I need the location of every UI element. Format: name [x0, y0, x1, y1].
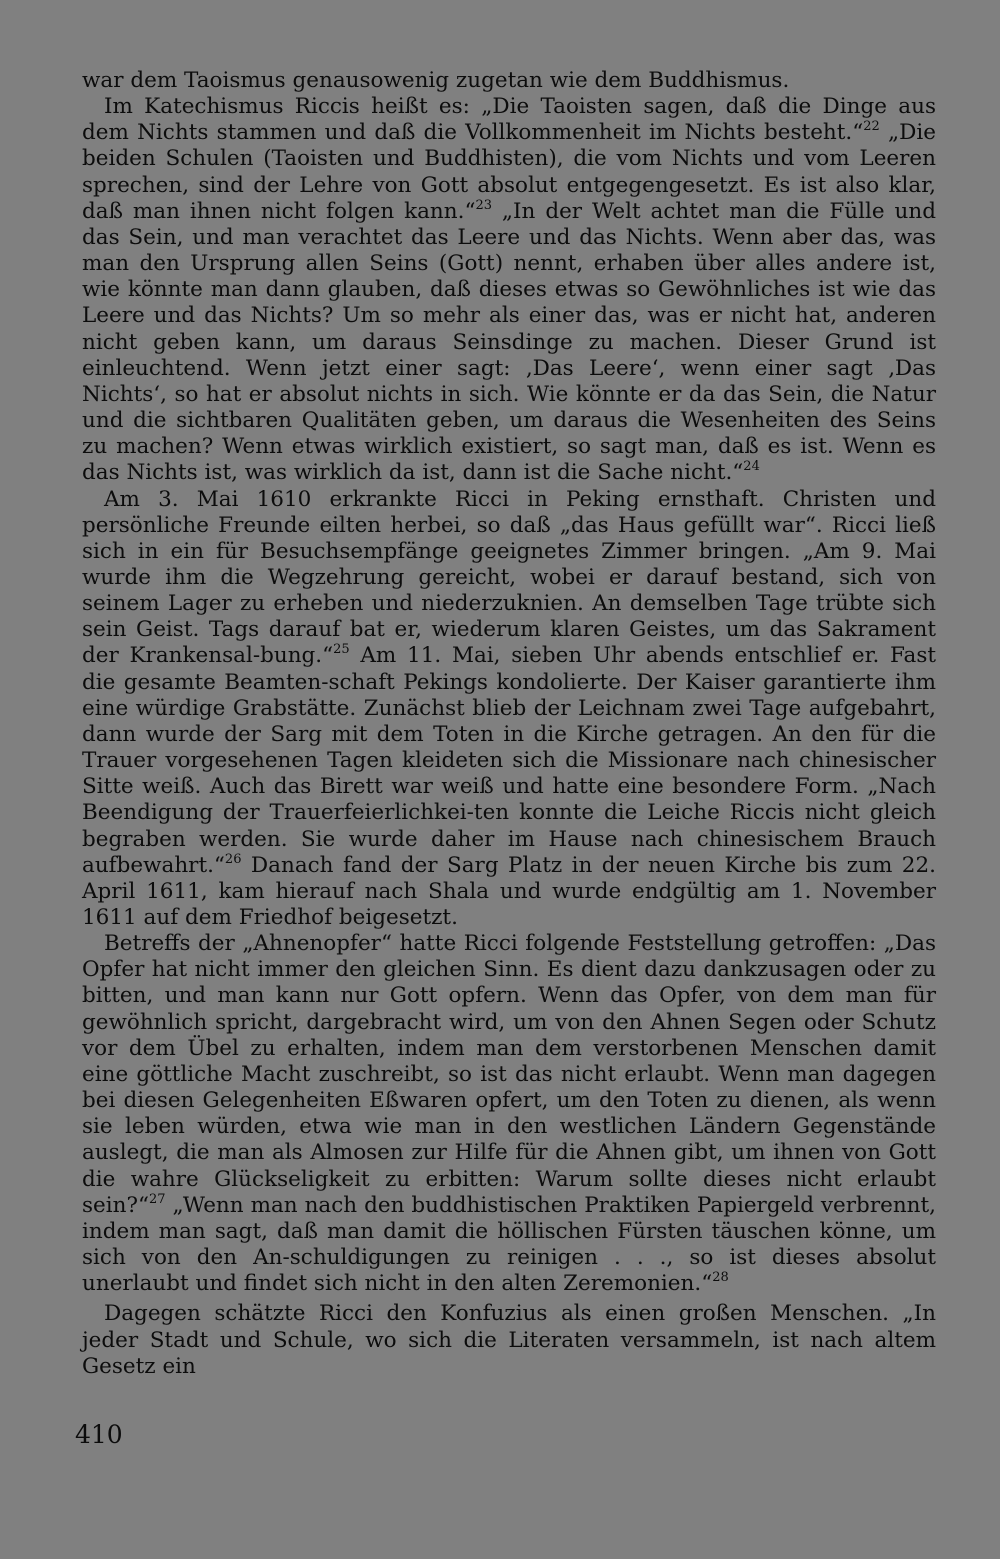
paragraph: [82, 94, 936, 486]
paragraph-text: Am 3. Mai 1610 erkrankte Ricci in Peking ernsthaft. Christen und persönliche Freunde eilten herbei, so daß „das Haus gefüllt war“. Ricci ließ sich in ein für Besuchsempfänge geeignetes Zimmer bringen. „Am 9. Mai wurde ihm die Wegzehrung gereicht, wobei er darauf bestand, sich von seinem Lager zu erheben und niederzuknien. An demselben Tage trübte sich sein Geist. Tags darauf bat er, wiederum klaren Geistes, um das Sakrament der Krankensal-bung.“: [82, 486, 936, 669]
paragraph: [82, 487, 936, 932]
paragraph-text: „In der Welt achtet man die Fülle und das Sein, und man verachtet das Leere und das Nichts. Wenn aber das, was man den Ursprung allen Seins (Gott) nennt, erhaben über alles andere ist, wie könnte man dann glauben, daß dieses etwas so Gewöhnliches ist wie das Leere und das Nichts? Um so mehr als einer das, was er nicht hat, anderen nicht geben kann, um daraus Seinsdinge zu machen. Dieser Grund ist einleuchtend. Wenn jetzt einer sagt: ‚Das Leere‘, wenn einer sagt ‚Das Nichts‘, so hat er absolut nichts in sich. Wie könnte er da das Sein, die Natur und die sichtbaren Qualitäten geben, um daraus die Wesenheiten des Seins zu machen? Wenn etwas wirklich existiert, so sagt man, daß es ist. Wenn es das Nichts ist, was wirklich da ist, dann ist die Sache nicht.“: [82, 198, 936, 486]
paragraph: [82, 68, 936, 94]
footnote-marker: 27: [149, 1191, 166, 1207]
footnote-marker: 24: [743, 459, 760, 475]
page-number: 410: [75, 1420, 123, 1449]
paragraph-text: Danach fand der Sarg Platz in der neuen Kirche bis zum 22. April 1611, kam hierauf nach Shala und wurde endgültig am 1. November 1611 auf dem Friedhof beigesetzt.: [82, 852, 936, 930]
page-body: [82, 68, 936, 1380]
footnote-marker: 26: [224, 851, 242, 867]
paragraph-text: „Wenn man nach den buddhistischen Praktiken Papiergeld verbrennt, indem man sagt, daß man damit die höllischen Fürsten täuschen könne, um sich von den An-schuldigungen zu reinigen . . ., so ist dieses absolut unerlaubt und findet sich nicht in den alten Zeremonien.“: [82, 1192, 936, 1297]
paragraph-text: war dem Taoismus genausowenig zugetan wie dem Buddhismus.: [82, 68, 790, 93]
paragraph-text: Betreffs der „Ahnenopfer“ hatte Ricci folgende Feststellung getroffen: „Das Opfer hat nicht immer den gleichen Sinn. Es dient dazu dankzusagen oder zu bitten, und man kann nur Gott opfern. Wenn das Opfer, von dem man für gewöhnlich spricht, dargebracht wird, um von den Ahnen Segen oder Schutz vor dem Übel zu erhalten, indem man dem verstorbenen Menschen damit eine göttliche Macht zuschreibt, so ist das nicht erlaubt. Wenn man dagegen bei diesen Gelegenheiten Eßwaren opfert, um den Toten zu dienen, als wenn sie leben würden, etwa wie man in den westlichen Ländern Gegenstände auslegt, die man als Almosen zur Hilfe für die Ahnen gibt, um ihnen von Gott die wahre Glückseligkeit zu erbitten: Warum sollte dieses nicht erlaubt sein?“: [82, 931, 936, 1218]
footnote-marker: 25: [333, 642, 350, 658]
footnote-marker: 22: [863, 119, 880, 135]
paragraph: [82, 1301, 936, 1379]
footnote-marker: 23: [475, 197, 492, 213]
paragraph-text: Am 11. Mai, sieben Uhr abends entschlief er. Fast die gesamte Beamten-schaft Pekings kondolierte. Der Kaiser garantierte ihm eine würdige Grabstätte. Zunächst blieb der Leichnam zwei Tage aufgebahrt, dann wurde der Sarg mit dem Toten in die Kirche getragen. An den für die Trauer vorgesehenen Tagen kleideten sich die Missionare nach chinesischer Sitte weiß. Auch das Birett war weiß und hatte eine besondere Form. „Nach Beendigung der Trauerfeierlichkei-ten konnte die Leiche Riccis nicht gleich begraben werden. Sie wurde daher im Hause nach chinesischem Brauch aufbewahrt.“: [82, 643, 936, 878]
paragraph-text: Im Katechismus Riccis heißt es: „Die Taoisten sagen, daß die Dinge aus dem Nichts stammen und daß die Vollkommenheit im Nichts besteht.“: [82, 94, 936, 146]
paragraph-text: Dagegen schätzte Ricci den Konfuzius als einen großen Menschen. „In jeder Stadt und Schule, wo sich die Literaten versammeln, ist nach altem Gesetz ein: [82, 1301, 936, 1379]
paragraph: [82, 931, 936, 1297]
footnote-marker: 28: [712, 1270, 729, 1286]
paragraph-text: „Die beiden Schulen (Taoisten und Buddhisten), die vom Nichts und vom Leeren sprechen, sind der Lehre von Gott absolut entgegengesetzt. Es ist also klar, daß man ihnen nicht folgen kann.“: [82, 120, 937, 224]
